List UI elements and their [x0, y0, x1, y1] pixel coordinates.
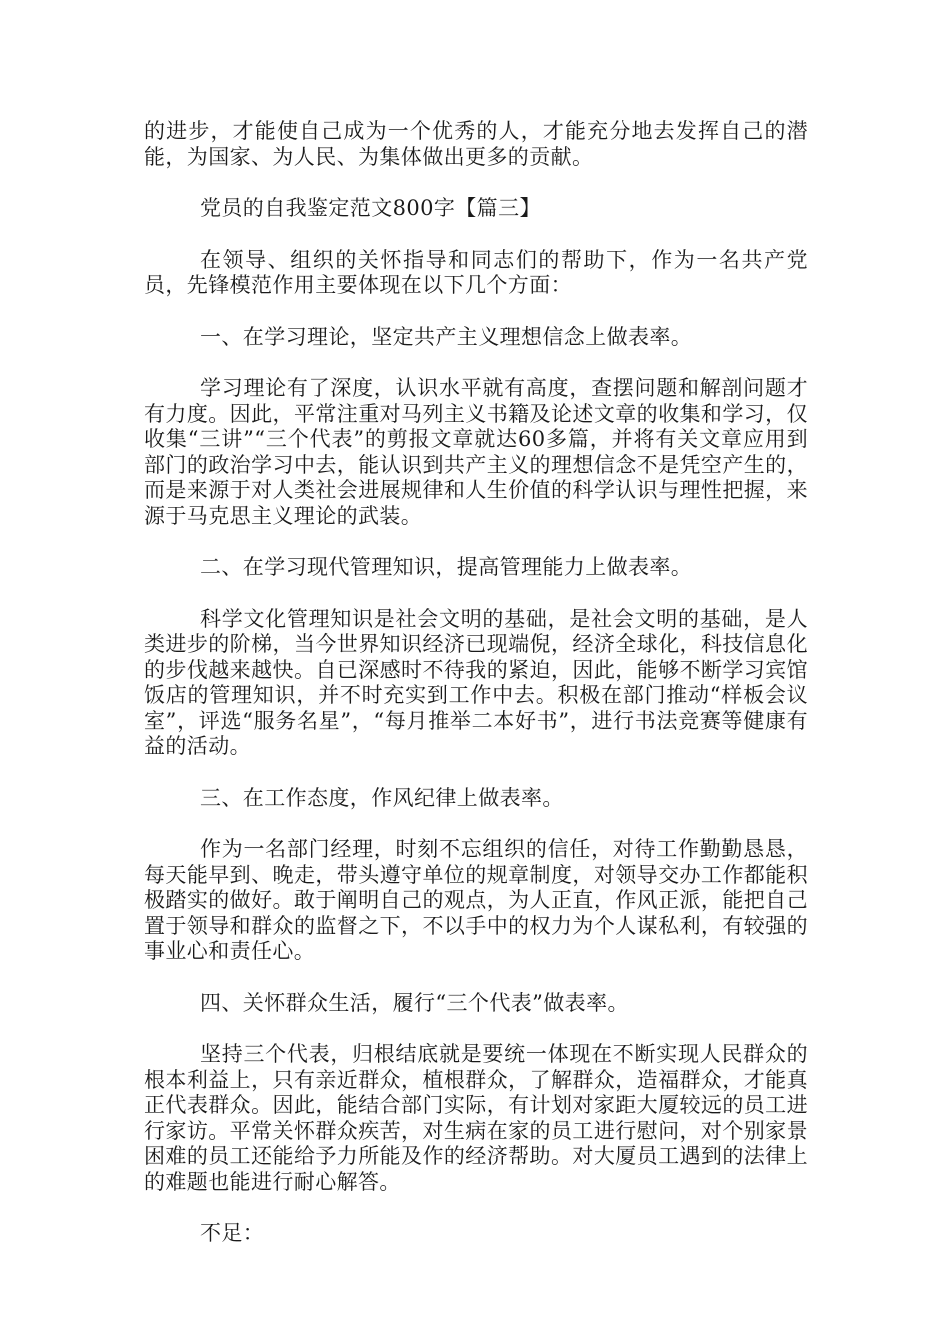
shortcomings-heading: 不足：	[200, 1221, 265, 1245]
section-heading: 党员的自我鉴定范文800字【篇三】	[200, 196, 541, 220]
paragraph-body-2: 科学文化管理知识是社会文明的基础，是社会文明的基础，是人类进步的阶梯，当今世界知识经济已现端倪，经济全球化，科技信息化的步伐越来越快。自已深感时不待我的紧迫，因此，能够不断学习宾馆饭店的管理知识，并不时充实到工作中去。积极在部门推动“样板会议室”，评选“服务名星”，“每月推举二本好书”，进行书法竞赛等健康有益的活动。	[144, 606, 808, 758]
paragraph-body-1: 学习理论有了深度，认识水平就有高度，查摆问题和解剖问题才有力度。因此，平常注重对马列主义书籍及论述文章的收集和学习，仅收集“三讲”“三个代表”的剪报文章就达60多篇，并将有关文章应用到部门的政治学习中去，能认识到共产主义的理想信念不是凭空产生的，而是来源于对人类社会进展规律和人生价值的科学认识与理性把握，来源于马克思主义理论的武装。	[144, 376, 808, 528]
point-heading-4: 四、关怀群众生活，履行“三个代表”做表率。	[200, 990, 629, 1015]
point-heading-2: 二、在学习现代管理知识，提高管理能力上做表率。	[200, 555, 693, 579]
paragraph-continuation: 的进步，才能使自己成为一个优秀的人，才能充分地去发挥自己的潜能，为国家、为人民、为集体做出更多的贡献。	[144, 119, 808, 169]
point-heading-1: 一、在学习理论，坚定共产主义理想信念上做表率。	[200, 324, 693, 349]
paragraph-body-3: 作为一名部门经理，时刻不忘组织的信任，对待工作勤勤恳恳，每天能早到、晚走，带头遵守单位的规章制度，对领导交办工作都能积极踏实的做好。敢于阐明自己的观点，为人正直，作风正派，能把自己置于领导和群众的监督之下，不以手中的权力为个人谋私利，有较强的事业心和责任心。	[144, 837, 808, 963]
document-body	[144, 119, 808, 1273]
paragraph-intro: 在领导、组织的关怀指导和同志们的帮助下，作为一名共产党员，先锋模范作用主要体现在以下几个方面：	[144, 247, 808, 297]
paragraph-body-4: 坚持三个代表，归根结底就是要统一体现在不断实现人民群众的根本利益上，只有亲近群众，植根群众，了解群众，造福群众，才能真正代表群众。因此，能结合部门实际，有计划对家距大厦较远的员工进行家访。平常关怀群众疾苦，对生病在家的员工进行慰问，对个别家景困难的员工还能给予力所能及作的经济帮助。对大厦员工遇到的法律上的难题也能进行耐心解答。	[144, 1042, 808, 1194]
point-heading-3: 三、在工作态度，作风纪律上做表率。	[200, 785, 564, 810]
